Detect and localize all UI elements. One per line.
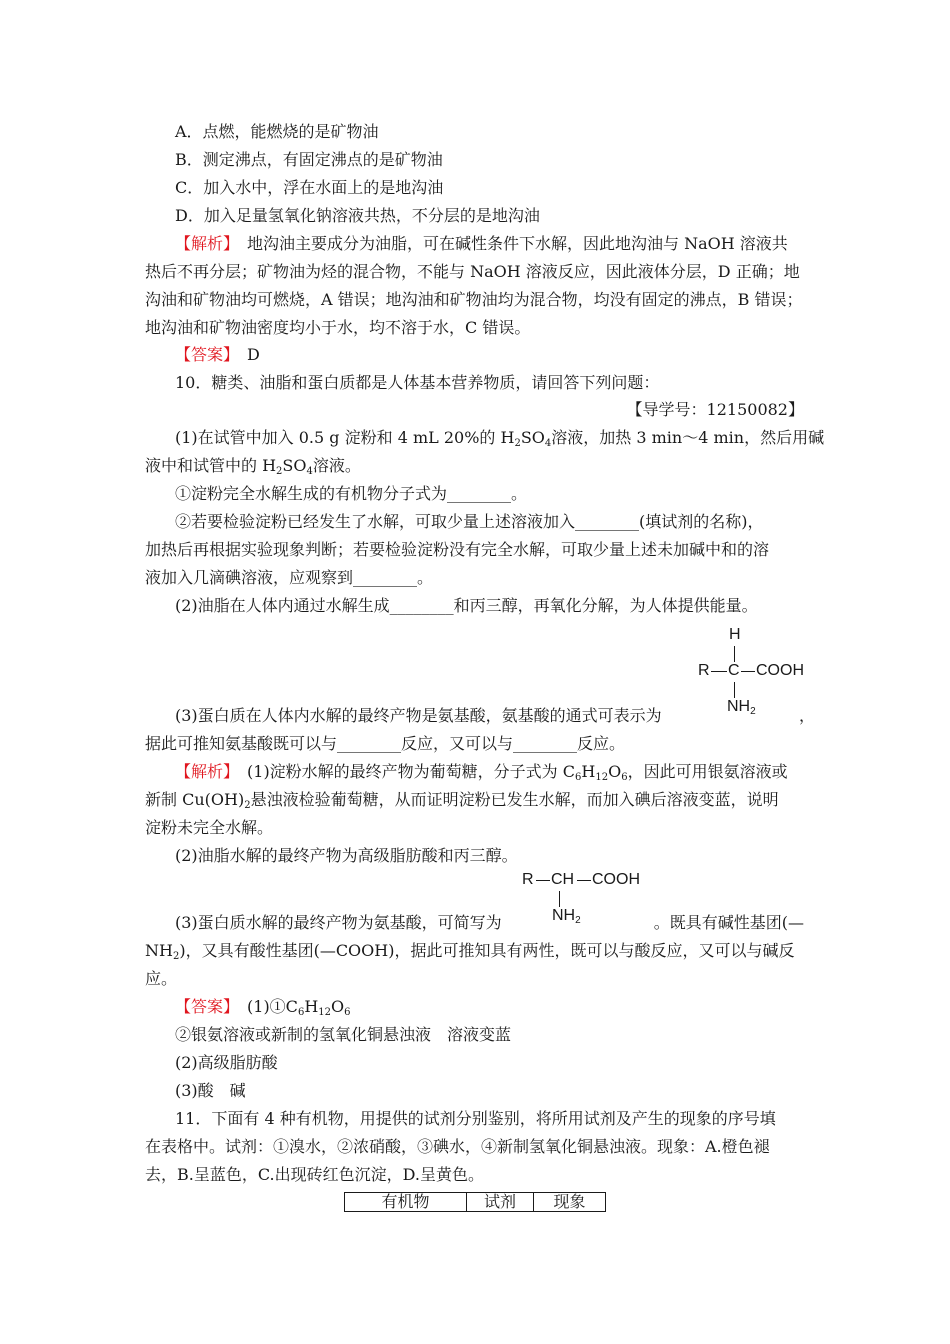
analysis-line: 热后不再分层；矿物油为烃的混合物，不能与 NaOH 溶液反应，因此液体分层，D 正确；地 xyxy=(145,262,800,281)
table-header-cell: 有机物 xyxy=(345,1193,467,1212)
comma: ， xyxy=(798,706,815,725)
answer-line: (2)高级脂肪酸 xyxy=(175,1053,278,1072)
analysis-line: 【解析】 (1)淀粉水解的最终产物为葡萄糖，分子式为 $C_6H_{12}O_6$，因此可用银氨溶液或 xyxy=(175,762,788,783)
question-part: (2)油脂在人体内通过水解生成________和丙三醇，再氧化分解，为人体提供能量。 xyxy=(175,596,758,615)
answer-tag: 【答案】 xyxy=(175,345,232,364)
analysis-text: 地沟油主要成分为油脂，可在碱性条件下水解，因此地沟油与 NaOH 溶液共 xyxy=(231,234,788,253)
option-d: D．加入足量氢氧化钠溶液共热，不分层的是地沟油 xyxy=(175,206,540,225)
analysis-line xyxy=(175,233,788,255)
analysis-tag: 【解析】 xyxy=(175,762,232,781)
analysis-line: 应。 xyxy=(145,969,178,988)
analysis-line: 地沟油和矿物油密度均小于水，均不溶于水，C 错误。 xyxy=(145,318,531,337)
sub-question: 液加入几滴碘溶液，应观察到________。 xyxy=(145,568,434,587)
table-header-cell: 试剂 xyxy=(467,1193,534,1212)
guide-number: 【导学号：12150082】 xyxy=(626,400,804,419)
answer-line: (3)酸 碱 xyxy=(175,1081,246,1100)
option-a: A．点燃，能燃烧的是矿物油 xyxy=(175,122,379,141)
analysis-line: 。既具有碱性基团(— xyxy=(653,913,804,932)
amino-acid-short-structure: R CH COOH $NH_2$ xyxy=(522,871,640,926)
option-b: B．测定沸点，有固定沸点的是矿物油 xyxy=(175,150,443,169)
answer-line: ②银氨溶液或新制的氢氧化铜悬浊液 溶液变蓝 xyxy=(175,1025,512,1044)
option-c: C．加入水中，浮在水面上的是地沟油 xyxy=(175,178,444,197)
sub-question: 加热后再根据实验现象判断；若要检验淀粉没有完全水解，可取少量上述未加碱中和的溶 xyxy=(145,540,770,559)
sub-question: ②若要检验淀粉已经发生了水解，可取少量上述溶液加入________(填试剂的名称)， xyxy=(175,512,764,531)
analysis-line: (3)蛋白质水解的最终产物为氨基酸，可简写为 xyxy=(175,913,502,932)
analysis-line: 沟油和矿物油均可燃烧，A 错误；地沟油和矿物油均为混合物，均没有固定的沸点，B 错误； xyxy=(145,290,803,309)
question-stem: 10．糖类、油脂和蛋白质都是人体基本营养物质，请回答下列问题： xyxy=(175,373,660,392)
sub-question: ①淀粉完全水解生成的有机物分子式为________。 xyxy=(175,484,528,503)
question-stem: 11．下面有 4 种有机物，用提供的试剂分别鉴别，将所用试剂及产生的现象的序号填 xyxy=(175,1109,776,1128)
answer-line: 【答案】 $(1)①C_6H_{12}O_6$ xyxy=(175,997,351,1018)
question-part: 液中和试管中的 $H_2SO_4$溶液。 xyxy=(145,456,361,477)
answer-line xyxy=(175,344,260,366)
answer-table xyxy=(344,1192,606,1212)
question-stem: 去，B.呈蓝色，C.出现砖红色沉淀，D.呈黄色。 xyxy=(145,1165,484,1184)
answer-text: D xyxy=(231,345,260,364)
question-part: 据此可推知氨基酸既可以与________反应，又可以与________反应。 xyxy=(145,734,626,753)
analysis-line: (2)油脂水解的最终产物为高级脂肪酸和丙三醇。 xyxy=(175,846,518,865)
analysis-line: 淀粉未完全水解。 xyxy=(145,818,274,837)
analysis-tag: 【解析】 xyxy=(175,234,232,253)
analysis-line: 新制 $Cu(OH)_2$悬浊液检验葡萄糖，从而证明淀粉已发生水解，而加入碘后溶液变蓝，说明 xyxy=(145,790,779,811)
table-header-row xyxy=(345,1193,606,1212)
amino-acid-structure: H R C COOH $NH_2$ xyxy=(698,626,804,717)
question-part: (1)在试管中加入 0.5 g 淀粉和 4 mL 20%的 $H_2SO_4$溶液，加热 3 min～4 min，然后用碱 xyxy=(175,428,825,449)
table-header-cell: 现象 xyxy=(534,1193,606,1212)
answer-tag: 【答案】 xyxy=(175,997,232,1016)
analysis-line: $NH_2$)，又具有酸性基团(—COOH)，据此可推知具有两性，既可以与酸反应，又可以与碱反 xyxy=(145,941,795,962)
question-part: (3)蛋白质在人体内水解的最终产物是氨基酸，氨基酸的通式可表示为 xyxy=(175,706,662,725)
question-stem: 在表格中。试剂：①溴水，②浓硝酸，③碘水，④新制氢氧化铜悬浊液。现象：A.橙色褪 xyxy=(145,1137,770,1156)
